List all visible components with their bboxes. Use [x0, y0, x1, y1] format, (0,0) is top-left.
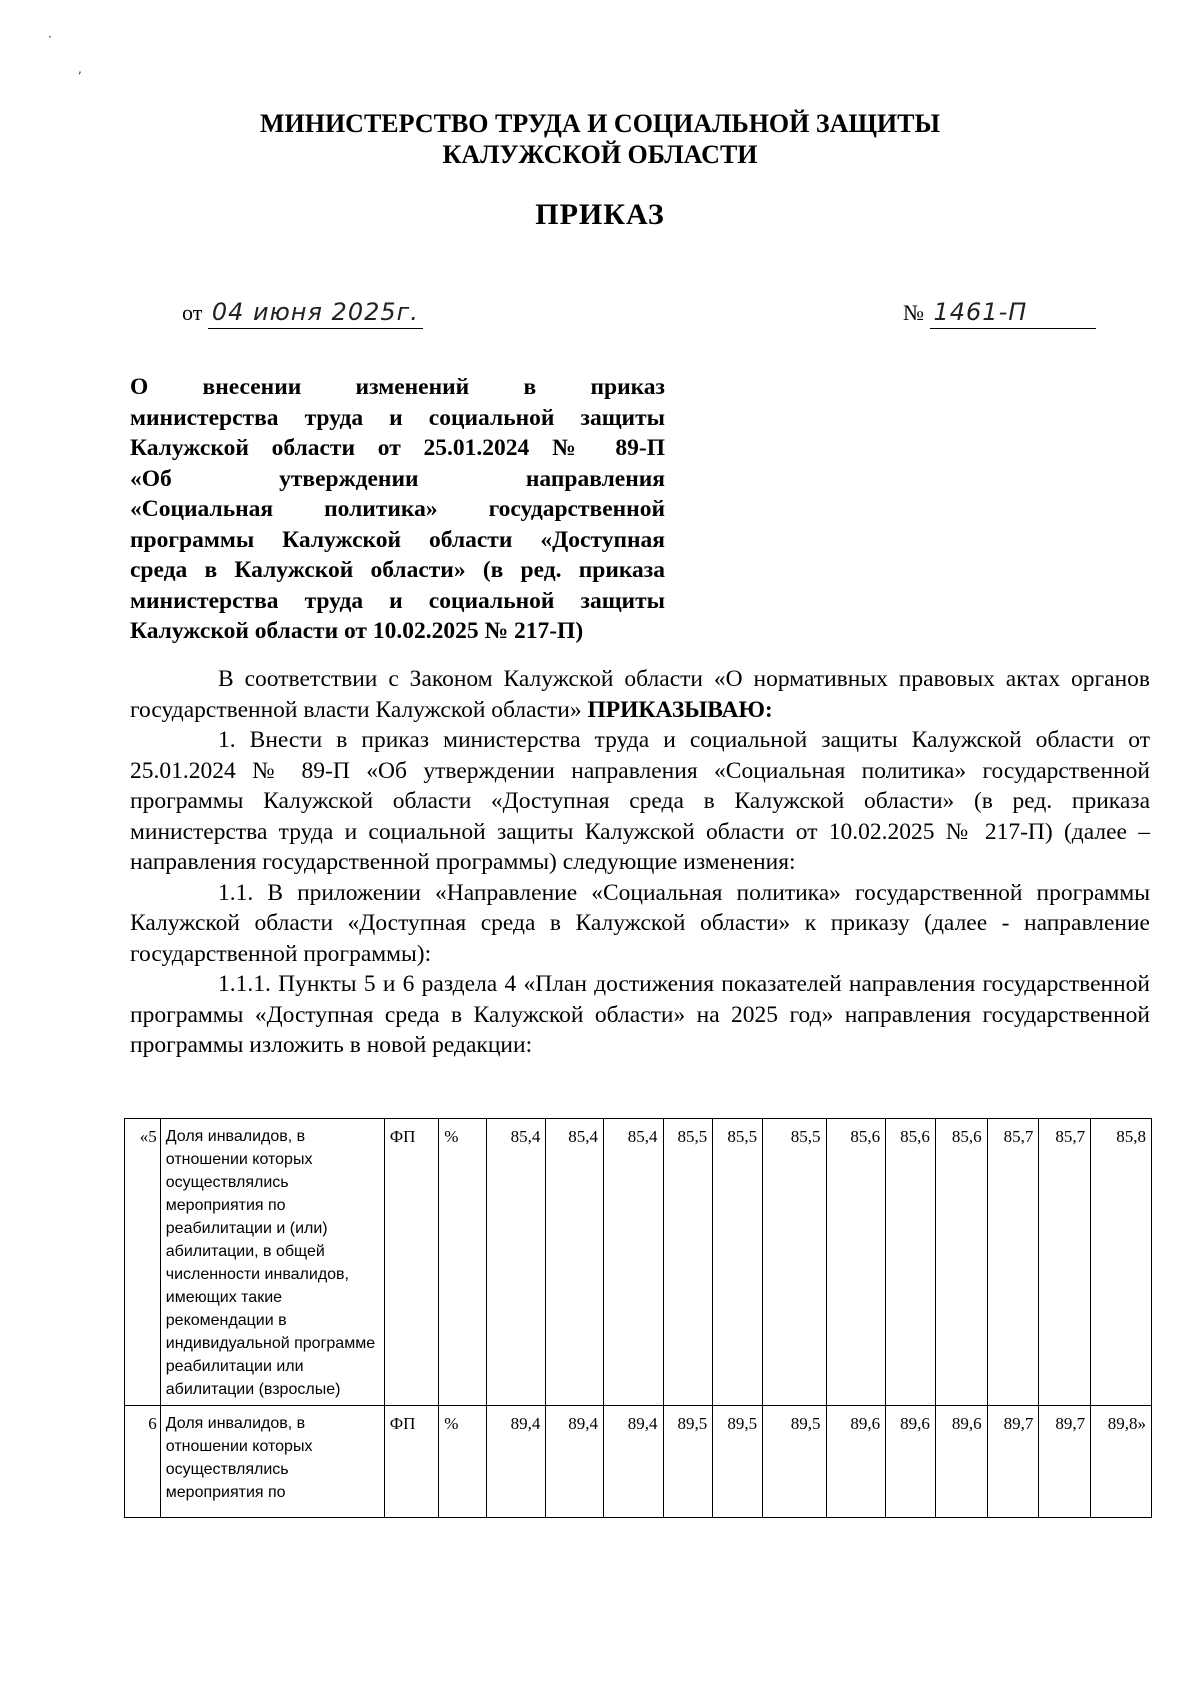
ministry-line-1: МИНИСТЕРСТВО ТРУДА И СОЦИАЛЬНОЙ ЗАЩИТЫ: [259, 109, 941, 138]
number-handwritten: 1461-П: [933, 298, 1028, 326]
value-cell: 89,7: [987, 1406, 1039, 1518]
number-line: [903, 298, 1096, 329]
scan-mark: ,: [78, 62, 82, 76]
subject-line: О внесении изменений в приказ: [130, 374, 665, 400]
ministry-header: [0, 108, 1200, 170]
value-cell: 89,5: [713, 1406, 763, 1518]
indicator-name: Доля инвалидов, в отношении которых осуществлялись мероприятия по реабилитации и (или) абилитации, в общей численности инвалидов, имеющих такие рекомендации в индивидуальной программе реабилитации или абилитации (взрослые): [160, 1119, 384, 1406]
number-label: №: [903, 300, 924, 325]
subject-line: «Об утверждении направления: [130, 465, 665, 492]
value-cell: 89,5: [763, 1406, 826, 1518]
value-cell: 85,4: [603, 1119, 663, 1406]
indicator-name: Доля инвалидов, в отношении которых осуществлялись мероприятия по: [160, 1406, 384, 1518]
indicator-type: ФП: [384, 1406, 439, 1518]
subject-line: среда в Калужской области» (в ред. приказа: [130, 557, 665, 583]
clause-1-1-1: 1.1.1. Пункты 5 и 6 раздела 4 «План достижения показателей направления государственной программы «Доступная среда в Калужской области» на 2025 год» направления государственной программы изложить в новой редакции:: [130, 971, 1150, 1058]
subject-line: министерства труда и социальной защиты: [130, 404, 665, 431]
table-row: [125, 1119, 1152, 1406]
order-body: [130, 664, 1150, 1061]
scan-mark: ·: [48, 30, 52, 44]
value-cell: 85,6: [826, 1119, 886, 1406]
value-cell: 89,6: [935, 1406, 987, 1518]
clause-1-1: 1.1. В приложении «Направление «Социальная политика» государственной программы Калужской области «Доступная среда в Калужской области» к приказу (далее - направление государственной программы):: [130, 879, 1150, 967]
value-cell: 89,6: [826, 1406, 886, 1518]
value-cell: 85,6: [935, 1119, 987, 1406]
subject-line: «Социальная политика» государственной: [130, 496, 665, 522]
value-cell: 85,4: [486, 1119, 546, 1406]
subject-line: Калужской области от 25.01.2024 № 89-П: [130, 435, 665, 461]
value-cell: 85,5: [763, 1119, 826, 1406]
subject-block: [130, 372, 665, 647]
preamble-text: В соответствии с Законом Калужской области «О нормативных правовых актах органов государственной власти Калужской области»: [130, 666, 1150, 723]
indicator-unit: %: [439, 1406, 486, 1518]
value-cell: 85,5: [663, 1119, 713, 1406]
order-keyword: ПРИКАЗЫВАЮ:: [587, 696, 773, 723]
value-cell: 89,7: [1039, 1406, 1091, 1518]
preamble-paragraph: [130, 664, 1150, 725]
value-cell: 89,4: [546, 1406, 604, 1518]
ministry-line-2: КАЛУЖСКОЙ ОБЛАСТИ: [442, 140, 758, 169]
row-number: «5: [125, 1119, 161, 1406]
indicators-table: [124, 1118, 1152, 1518]
value-cell: 85,8: [1091, 1119, 1152, 1406]
value-cell: 85,7: [1039, 1119, 1091, 1406]
indicator-unit: %: [439, 1119, 486, 1406]
value-cell: 85,5: [713, 1119, 763, 1406]
date-line: [182, 298, 423, 329]
value-cell: 89,6: [886, 1406, 936, 1518]
doc-type-title: ПРИКАЗ: [535, 198, 665, 231]
subject-line: министерства труда и социальной защиты: [130, 587, 665, 614]
value-cell: 85,7: [987, 1119, 1039, 1406]
indicator-type: ФП: [384, 1119, 439, 1406]
subject-line: программы Калужской области «Доступная: [130, 526, 665, 553]
value-cell: 89,5: [663, 1406, 713, 1518]
table-row: [125, 1406, 1152, 1518]
value-cell: 89,8»: [1091, 1406, 1152, 1518]
row-number: 6: [125, 1406, 161, 1518]
subject-line: Калужской области от 10.02.2025 № 217-П): [130, 618, 584, 644]
clause-1: 1. Внести в приказ министерства труда и социальной защиты Калужской области от 25.01.2024 № 89-П «Об утверждении направления «Социальная политика» государственной программы Калужской области «Доступная среда в Калужской области» (в ред. приказа министерства труда и социальной защиты Калужской области от 10.02.2025 № 217-П) (далее – направления государственной программы) следующие изменения:: [130, 727, 1150, 875]
date-handwritten: 04 июня 2025г.: [211, 298, 419, 326]
value-cell: 89,4: [486, 1406, 546, 1518]
date-field: [208, 298, 423, 329]
number-field: [930, 298, 1096, 329]
value-cell: 85,6: [886, 1119, 936, 1406]
value-cell: 89,4: [603, 1406, 663, 1518]
from-label: от: [182, 300, 203, 325]
value-cell: 85,4: [546, 1119, 604, 1406]
